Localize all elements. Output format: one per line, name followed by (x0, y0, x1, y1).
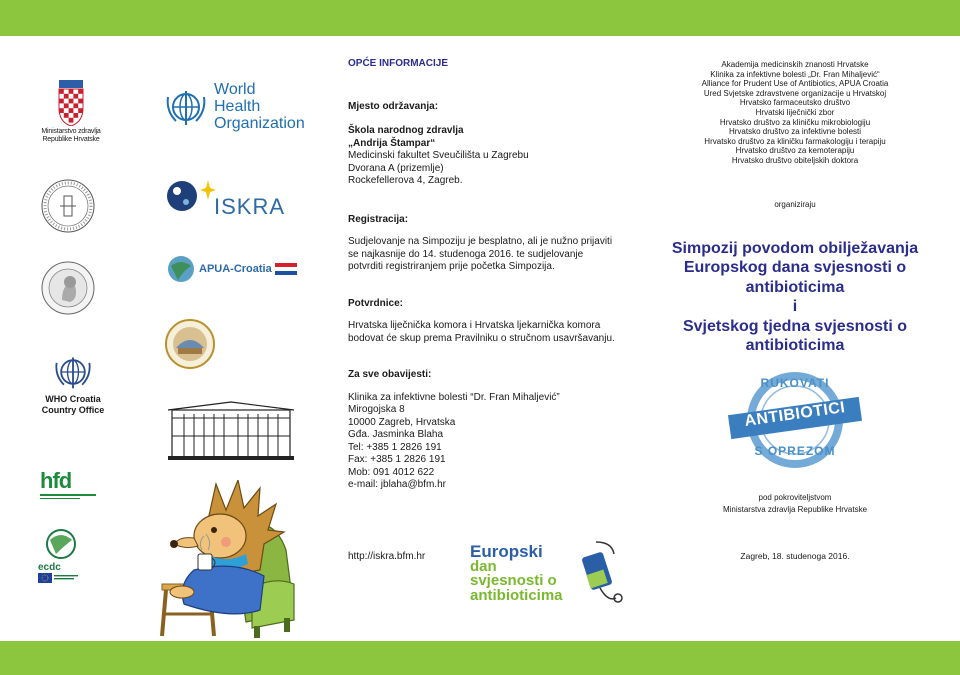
who-logo (164, 82, 304, 132)
contact-line2: Mirogojska 8 (348, 404, 405, 415)
organizer-item: Alliance for Prudent Use of Antibiotics, APUA Croatia (701, 79, 889, 89)
stamp-top-text: RUKOVATI (760, 375, 830, 390)
hedgehog-illustration-icon (134, 480, 312, 640)
who-logo-text: World Health Organization (214, 81, 305, 132)
organizer-item: Hrvatsko farmaceutsko društvo (739, 98, 851, 108)
medal-icon (40, 260, 96, 316)
title-line: Simpozij povodom obilježavanja (671, 239, 919, 257)
ecdc-logo (38, 528, 84, 583)
registration-text: Sudjelovanje na Simpoziju je besplatno, ali je nužno prijaviti se najkasnije do 14. studenoga 2016. te sudjelovanje potvrditi registriranjem prije početka Simpozija. (348, 236, 613, 272)
iskra-logo-icon (166, 176, 216, 218)
website-link[interactable]: http://iskra.bfm.hr (348, 551, 426, 562)
seal-logo (40, 178, 96, 234)
bottom-band (0, 641, 960, 675)
eaad-line1: Europski (470, 542, 543, 561)
patronage-label: pod pokroviteljstvom (758, 492, 832, 502)
venue-line5: Rockefellerova 4, Zagreb. (348, 175, 463, 186)
antibiotics-stamp (725, 370, 865, 470)
venue-line3: Medicinski fakultet Sveučilišta u Zagrebu (348, 150, 529, 161)
organize-label: organiziraju (774, 199, 816, 209)
contact-line4: Gđa. Jasminka Blaha (348, 429, 444, 440)
contact-email[interactable]: e-mail: jblaha@bfm.hr (348, 479, 446, 490)
who-office-caption: WHO Croatia Country Office (41, 394, 105, 415)
hfd-logo-icon (40, 494, 96, 500)
hfd-logo-text: hfd (40, 468, 72, 493)
contact-line3: 10000 Zagreb, Hrvatska (348, 416, 456, 428)
title-line: antibioticima (745, 278, 845, 296)
general-info-heading: OPĆE INFORMACIJE (348, 58, 449, 69)
organizer-item: Hrvatsko društvo za kemoterapiju (735, 146, 855, 156)
venue-line2: „Andrija Štampar“ (348, 137, 436, 149)
stamp-bottom-text: S OPREZOM (754, 443, 836, 458)
event-date: Zagreb, 18. studenoga 2016. (740, 551, 850, 562)
top-band (0, 0, 960, 36)
who-office-logo (32, 352, 114, 416)
venue-line1: Škola narodnog zdravlja (348, 125, 464, 136)
registration-title: Registracija: (348, 213, 409, 225)
seal-icon (40, 178, 96, 234)
hfd-logo (40, 468, 96, 500)
contact-section (348, 369, 638, 492)
who-emblem-icon (53, 352, 93, 392)
registration-section (348, 214, 638, 274)
ecdc-logo-icon (38, 528, 84, 562)
apua-logo (166, 254, 297, 284)
title-column (650, 60, 940, 561)
organizer-item: Hrvatsko društvo za kliničku farmakologiju i terapiju (704, 136, 886, 146)
croatia-coat-of-arms-icon (57, 80, 85, 126)
certificates-title: Potvrdnice: (348, 297, 404, 309)
ministry-logo (36, 80, 106, 145)
stamp-middle-text: ANTIBIOTICI (743, 398, 847, 430)
contact-line6: Fax: +385 1 2826 191 (348, 454, 446, 465)
building-icon (164, 400, 298, 462)
hedgehog-illustration (134, 480, 312, 640)
contact-line1: Klinika za infektivne bolesti “Dr. Fran Mihaljević” (348, 391, 560, 403)
eu-flag-icon (38, 573, 78, 583)
venue-line4: Dvorana A (prizemlje) (348, 162, 444, 174)
title-line: Europskog dana svjesnosti o (683, 259, 907, 277)
logos-column (28, 70, 308, 640)
organizer-item: Hrvatski liječnički zbor (755, 107, 835, 117)
venue-title: Mjesto održavanja: (348, 100, 439, 112)
symposium-title (650, 239, 940, 356)
patronage-org: Ministarstva zdravlja Republike Hrvatske (722, 505, 868, 515)
certificates-section (348, 298, 638, 346)
building-logo (164, 400, 298, 462)
iskra-logo (166, 176, 285, 220)
contact-line7: Mob: 091 4012 622 (348, 466, 435, 478)
contact-line5: Tel: +385 1 2826 191 (348, 441, 442, 453)
contact-title: Za sve obavijesti: (348, 369, 432, 380)
venue-section (348, 101, 638, 188)
ministry-caption: Ministarstvo zdravlja Republike Hrvatske (41, 128, 101, 144)
patronage (650, 492, 940, 518)
eaad-line4: antibioticima (470, 586, 563, 604)
organizer-item: Hrvatsko društvo za infektivne bolesti (728, 127, 862, 137)
organizer-item: Ured Svjetske zdravstvene organizacije u Hrvatskoj (703, 88, 887, 98)
title-line: i (792, 298, 798, 316)
organizer-item: Hrvatsko društvo obiteljskih doktora (731, 155, 859, 165)
iskra-logo-text: ISKRA (214, 194, 286, 219)
organizer-item: Akademija medicinskih znanosti Hrvatske (721, 60, 869, 69)
croatian-flag-icon (275, 263, 297, 275)
organizer-item: Klinika za infektivne bolesti „Dr. Fran Mihaljević“ (710, 69, 880, 79)
who-emblem-icon (164, 87, 208, 127)
organizer-item: Hrvatsko društvo za kliničku mikrobiologiju (719, 117, 871, 127)
ecdc-logo-text: ecdc (38, 562, 61, 573)
organizers-list (650, 60, 940, 166)
apua-logo-text: APUA-Croatia (199, 263, 272, 275)
apua-logo-icon (166, 254, 196, 284)
badge-logo (164, 318, 216, 370)
eaad-line3: svjesnosti o (470, 572, 557, 590)
badge-icon (164, 318, 216, 370)
pill-bottle-icon (574, 540, 624, 606)
title-line: antibioticima (745, 337, 845, 355)
eaad-logo (470, 540, 630, 608)
title-line: Svjetskog tjedna svjesnosti o (682, 317, 908, 335)
medal-logo (40, 260, 96, 316)
certificates-text: Hrvatska liječnička komora i Hrvatska ljekarnička komora bodovat će skup prema Pravilniku o stručnom usavršavanju. (348, 320, 615, 344)
general-info-column (348, 58, 638, 512)
eaad-line2: dan (470, 558, 497, 576)
